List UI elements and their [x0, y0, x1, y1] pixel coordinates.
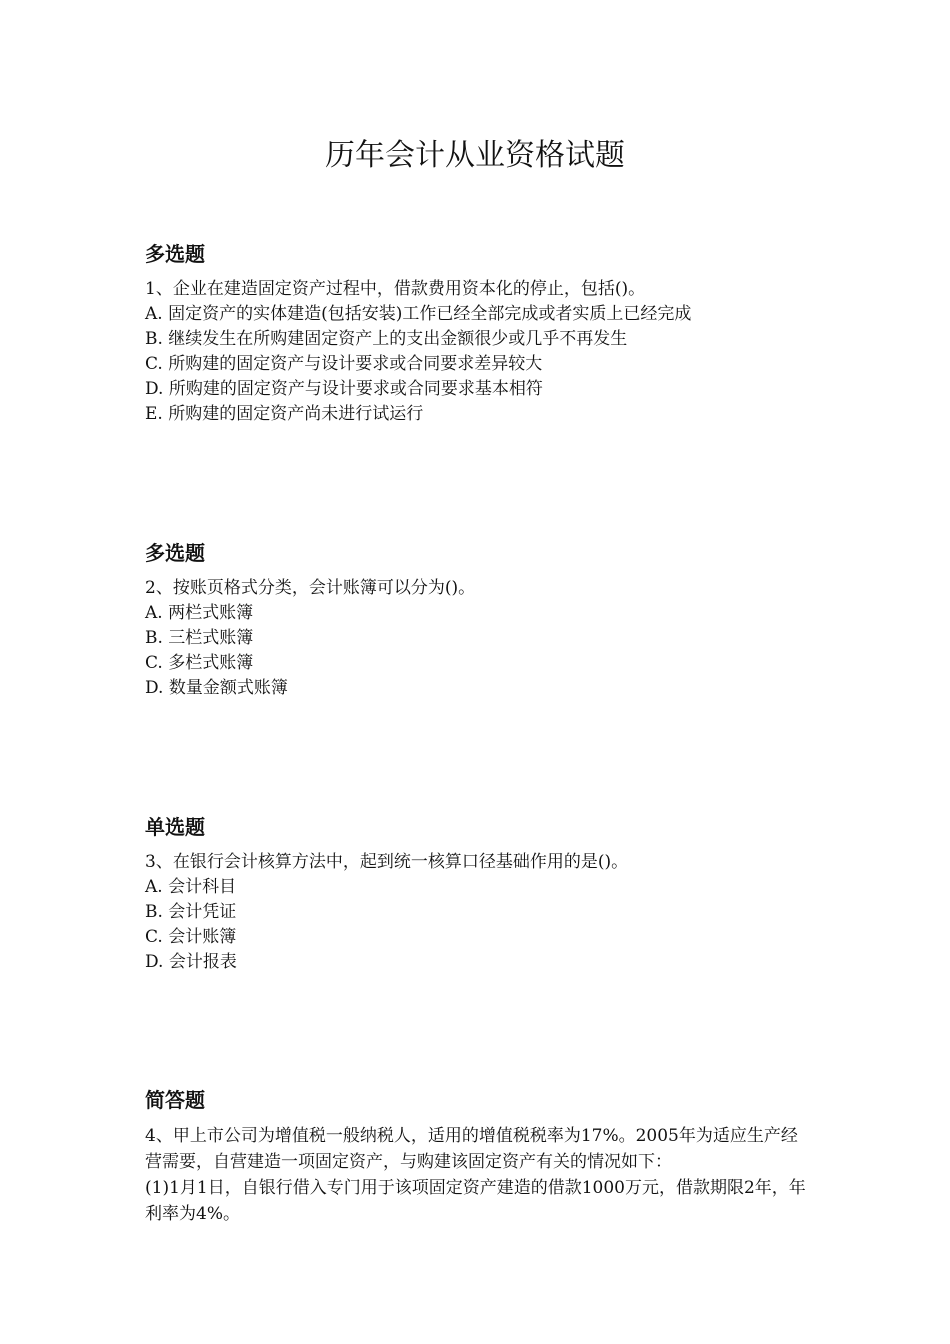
option-c: C. 所购建的固定资产与设计要求或合同要求差异较大 [145, 354, 543, 374]
option-c: C. 会计账簿 [145, 927, 237, 947]
option-a: A. 两栏式账簿 [145, 603, 254, 623]
question-type-heading: 多选题 [145, 242, 205, 266]
option-c: C. 多栏式账簿 [145, 653, 254, 673]
question-3 [145, 811, 825, 975]
question-stem: 1、企业在建造固定资产过程中，借款费用资本化的停止，包括()。 [145, 279, 646, 299]
option-b: B. 继续发生在所购建固定资产上的支出金额很少或几乎不再发生 [145, 329, 628, 349]
question-4 [145, 1084, 825, 1227]
question-type-heading: 单选题 [145, 815, 205, 839]
question-stem: 4、甲上市公司为增值税一般纳税人，适用的增值税税率为17%。2005年为适应生产经营需要，自营建造一项固定资产，与购建该固定资产有关的情况如下： [145, 1126, 798, 1172]
question-type-heading: 简答题 [145, 1088, 205, 1112]
question-1 [145, 238, 825, 427]
option-e: E. 所购建的固定资产尚未进行试运行 [145, 404, 424, 424]
option-b: B. 三栏式账簿 [145, 628, 254, 648]
question-stem: 2、按账页格式分类，会计账簿可以分为()。 [145, 578, 476, 598]
option-a: A. 会计科目 [145, 877, 237, 897]
question-type-heading: 多选题 [145, 541, 205, 565]
option-a: A. 固定资产的实体建造(包括安装)工作已经全部完成或者实质上已经完成 [145, 304, 692, 324]
option-b: B. 会计凭证 [145, 902, 237, 922]
question-detail: (1)1月1日，自银行借入专门用于该项固定资产建造的借款1000万元，借款期限2年，年利率为4%。 [145, 1178, 806, 1224]
question-2 [145, 537, 825, 701]
question-stem: 3、在银行会计核算方法中，起到统一核算口径基础作用的是()。 [145, 852, 629, 872]
option-d: D. 所购建的固定资产与设计要求或合同要求基本相符 [145, 379, 543, 399]
document-title: 历年会计从业资格试题 [325, 138, 625, 173]
option-d: D. 数量金额式账簿 [145, 678, 288, 698]
option-d: D. 会计报表 [145, 952, 237, 972]
